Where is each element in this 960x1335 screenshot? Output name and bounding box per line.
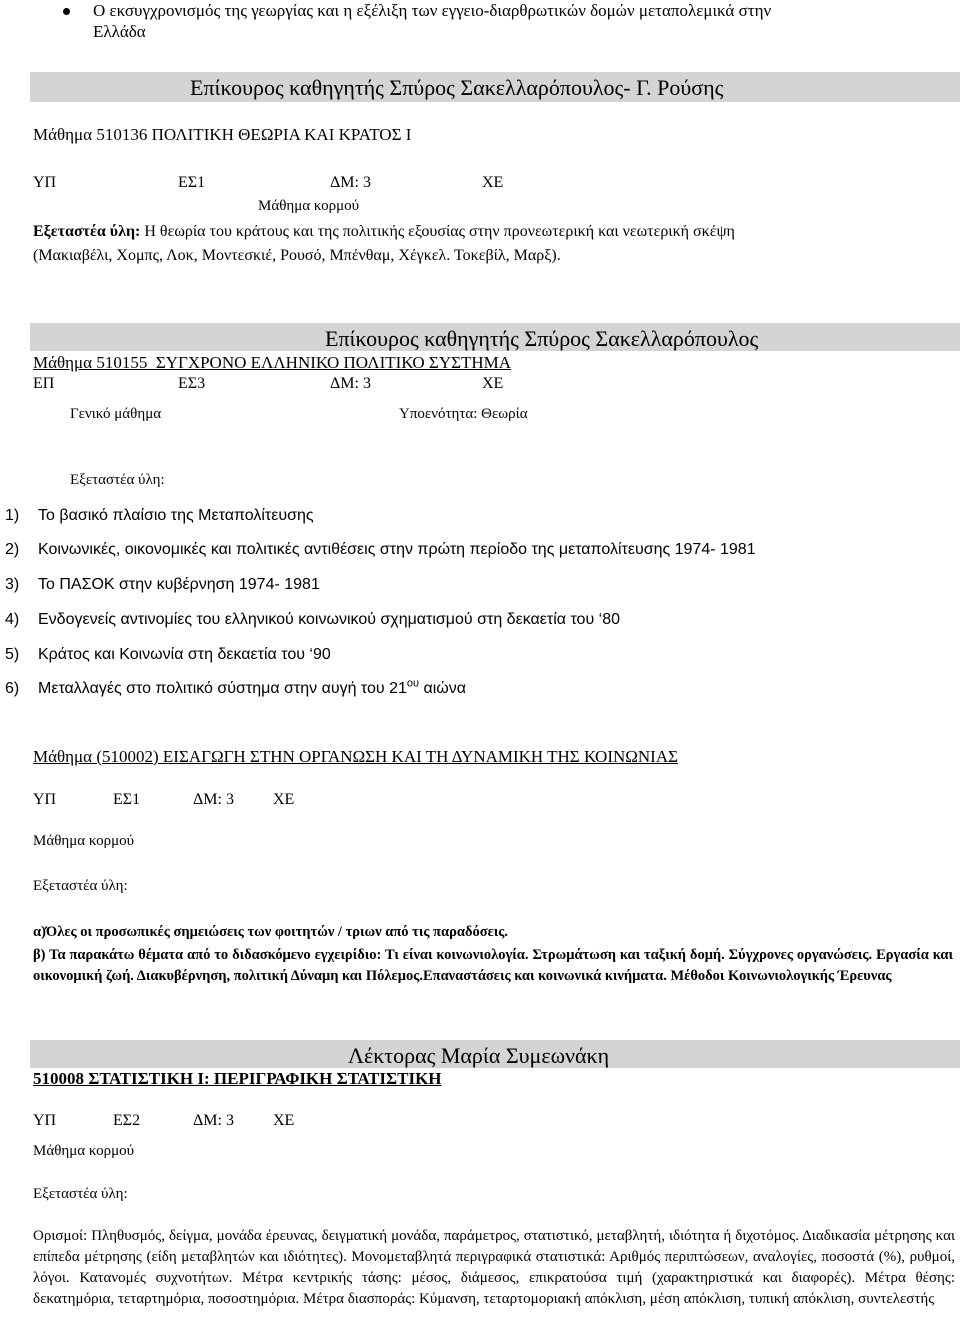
section-heading: Επίκουρος καθηγητής Σπύρος Σακελλαρόπουλος- Γ. Ρούσης	[190, 75, 724, 100]
list-item-text: Κράτος και Κοινωνία στη δεκαετία του ‘90	[38, 646, 331, 663]
course-code-credits: ΔΜ: 3	[330, 375, 371, 392]
bullet-list-item	[0, 0, 960, 50]
list-item-number: 5)	[5, 646, 20, 663]
course-prefix: Μάθημα 510155	[33, 353, 148, 372]
course-title	[33, 353, 511, 373]
list-item-text: Μεταλλαγές στο πολιτικό σύστημα στην αυγή του $21^{o\upsilon}$ αιώνα	[38, 677, 467, 697]
exam-label: Εξεταστέα ύλη:	[33, 878, 128, 894]
course-code-exam: ΧΕ	[482, 174, 504, 191]
section-heading: Λέκτορας Μαρία Συμεωνάκη	[348, 1043, 610, 1068]
bullet-text-line1: Ο εκσυγχρονισμός της γεωργίας και η εξέλιξη των εγγειο-διαρθρωτικών δομών μεταπολεμικά στην	[93, 1, 772, 20]
course-code-exam: ΧΕ	[273, 1112, 295, 1129]
exam-text: Η θεωρία του κράτους και της πολιτικής εξουσίας στην προνεωτερική και νεωτερική σκέψη	[140, 223, 735, 240]
list-item-text: Το ΠΑΣΟΚ στην κυβέρνηση 1974- 1981	[38, 576, 320, 593]
list-item	[5, 680, 19, 698]
course-subunit: Υποενότητα: Θεωρία	[399, 406, 528, 422]
list-item-number: 4)	[5, 611, 20, 628]
course-code-exam: ΧΕ	[482, 375, 504, 392]
course-name: ΣΥΓΧΡΟΝΟ ΕΛΛΗΝΙΚΟ ΠΟΛΙΤΙΚΟ ΣΥΣΤΗΜΑ	[155, 353, 512, 372]
exam-label: Εξεταστέα ύλη:	[33, 223, 141, 240]
course-code-type: ΕΠ	[33, 375, 55, 392]
course-code-type: ΥΠ	[33, 791, 57, 808]
course-category: Μάθημα κορμού	[258, 198, 360, 214]
course-code-semester: ΕΣ1	[113, 791, 141, 808]
list-item	[5, 576, 19, 594]
course-code-semester: ΕΣ2	[113, 1112, 141, 1129]
exam-material-line1	[33, 223, 735, 241]
section-heading: Επίκουρος καθηγητής Σπύρος Σακελλαρόπουλος	[325, 326, 759, 351]
bullet-text-line2: Ελλάδα	[93, 22, 146, 41]
course-code-type: ΥΠ	[33, 174, 57, 191]
course-title: Μάθημα 510136 ΠΟΛΙΤΙΚΗ ΘΕΩΡΙΑ ΚΑΙ ΚΡΑΤΟΣ Ι	[33, 125, 412, 144]
course-code-type: ΥΠ	[33, 1112, 57, 1129]
course-category: Μάθημα κορμού	[33, 833, 135, 849]
superscript: ου	[406, 677, 420, 690]
course-code-credits: ΔΜ: 3	[193, 1112, 234, 1129]
exam-paragraph: Ορισμοί: Πληθυσμός, δείγμα, μονάδα έρευνας, δειγματική μονάδα, παράμετρος, στατιστικό, μεταβλητή, ιδιότητα ή διχοτόμος. Διαδικασία μέτρησης και επίπεδα μέτρησης (είδη μεταβλητών και ιδιότητες). Μονομεταβλητά περιγραφικά στατιστικά: Αριθμός περιπτώσεων, αναλογίες, ποσοστά (%), ρυθμοί, λόγοι. Κατανομές συχνοτήτων. Μέτρα κεντρικής τάσης: μέσος, διάμεσος, επικρατούσα τιμή (χαρακτηριστικά και διαφορές). Μέτρα θέσης: δεκατημόρια, τεταρτημόρια, ποσοστημόρια. Μέτρα διασποράς: Κύμανση, τεταρτομοριακή απόκλιση, μέση απόκλιση, τυπική απόκλιση, συντελεστής	[33, 1228, 955, 1307]
course-code-semester: ΕΣ1	[178, 174, 206, 191]
list-item-number: 2)	[5, 541, 20, 558]
exam-material-line2: (Μακιαβέλι, Χομπς, Λοκ, Μοντεσκιέ, Ρουσό, Μπένθαμ, Χέγκελ. Τοκεβίλ, Μαρξ).	[33, 247, 561, 264]
course-code-credits: ΔΜ: 3	[330, 174, 371, 191]
list-item-text: Ενδογενείς αντινομίες του ελληνικού κοινωνικού σχηματισμού στη δεκαετία του ‘80	[38, 611, 620, 628]
list-item	[5, 611, 19, 629]
list-item-text: Το βασικό πλαίσιο της Μεταπολίτευσης	[38, 507, 314, 524]
list-item-number: 6)	[5, 680, 20, 697]
course-code-exam: ΧΕ	[273, 791, 295, 808]
exam-item-a: α)Όλες οι προσωπικές σημειώσεις των φοιτητών / τριων από τις παραδόσεις.	[33, 924, 509, 940]
exam-item-b: β) Τα παρακάτω θέματα από το διδασκόμενο εγχειρίδιο: Τι είναι κοινωνιολογία. Στρωμάτωση και ταξική δομή. Σύγχρονες οργανώσεις. Εργασία και οικονομική ζωή. Διακυβέρνηση, πολιτική Δύναμη και Πόλεμος.Επαναστάσεις και κοινωνικά κινήματα. Μέθοδοι Κοινωνιολογικής Έρευνας	[33, 947, 953, 984]
exam-label: Εξεταστέα ύλη:	[33, 1186, 128, 1202]
course-code-semester: ΕΣ3	[178, 375, 206, 392]
course-category: Γενικό μάθημα	[70, 406, 162, 422]
list-item-number: 1)	[5, 507, 20, 524]
course-code-credits: ΔΜ: 3	[193, 791, 234, 808]
exam-label: Εξεταστέα ύλη:	[70, 472, 165, 488]
list-item-number: 3)	[5, 576, 20, 593]
bullet-icon	[63, 8, 70, 15]
course-title: 510008 ΣΤΑΤΙΣΤΙΚΗ Ι: ΠΕΡΙΓΡΑΦΙΚΗ ΣΤΑΤΙΣΤΙΚΗ	[33, 1069, 442, 1088]
course-category: Μάθημα κορμού	[33, 1143, 135, 1159]
list-item	[5, 646, 19, 664]
list-item	[5, 541, 19, 559]
list-item-text: Κοινωνικές, οικονομικές και πολιτικές αντιθέσεις στην πρώτη περίοδο της μεταπολίτευσης 1974- 1981	[38, 541, 756, 558]
course-title: Μάθημα (510002) ΕΙΣΑΓΩΓΗ ΣΤΗΝ ΟΡΓΑΝΩΣΗ ΚΑΙ ΤΗ ΔΥΝΑΜΙΚΗ ΤΗΣ ΚΟΙΝΩΝΙΑΣ	[33, 747, 679, 766]
list-item	[5, 507, 19, 525]
